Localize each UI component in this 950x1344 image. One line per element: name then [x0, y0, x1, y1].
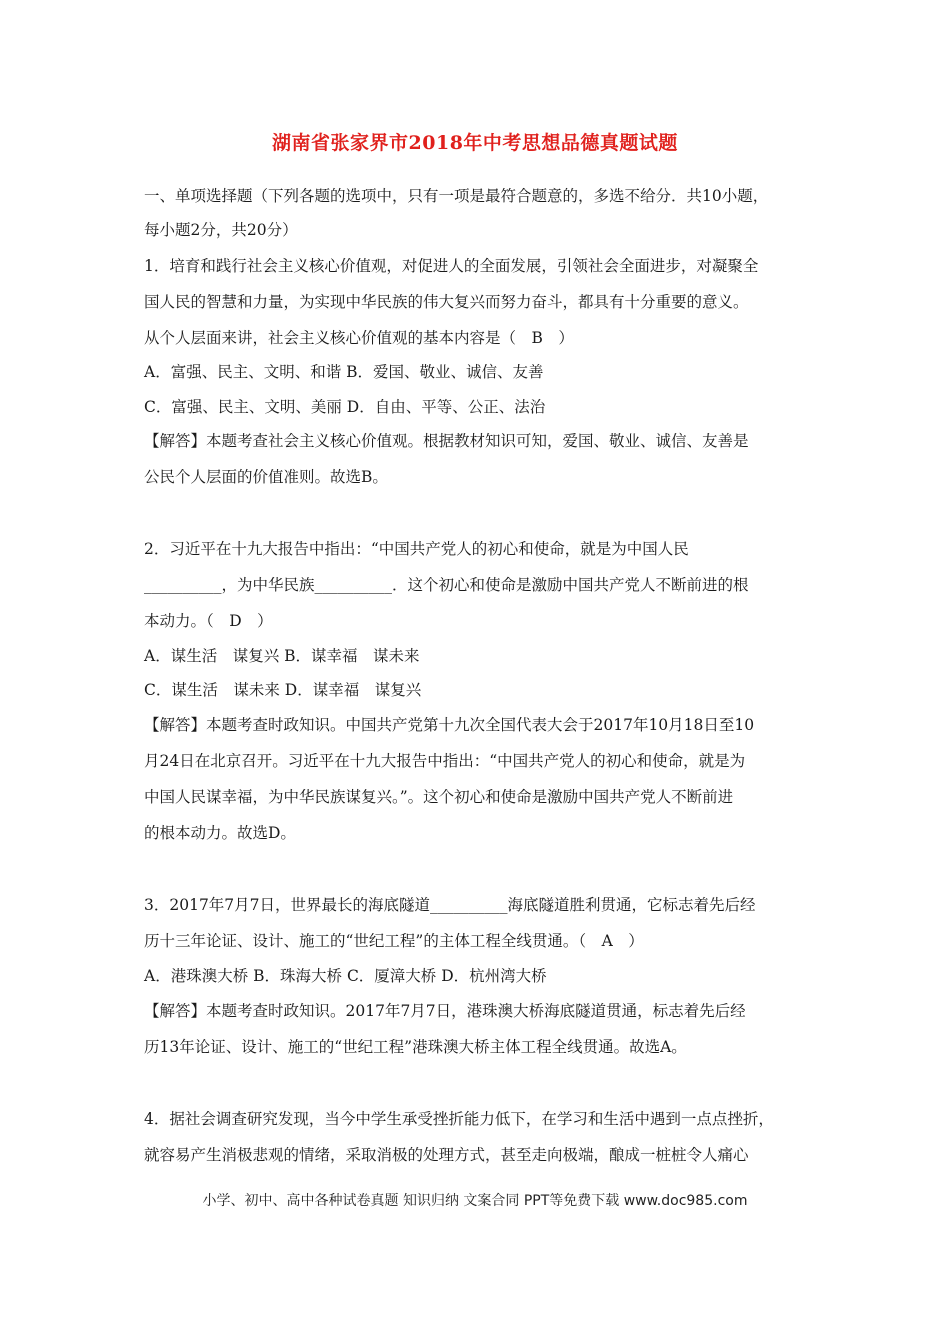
page-footer: 小学、初中、高中各种试卷真题 知识归纳 文案合同 PPT等免费下载 www.doc985.com: [202, 1193, 748, 1209]
question-2-line-2: __________，为中华民族__________．这个初心和使命是激励中国共产党人不断前进的根: [144, 576, 749, 594]
question-3-line-1: 3．2017年7月7日，世界最长的海底隧道__________海底隧道胜利贯通，它标志着先后经: [144, 896, 756, 914]
question-1-answer-line-2: 公民个人层面的价值准则。故选B。: [144, 468, 388, 486]
question-4-line-1: 4．据社会调查研究发现，当今中学生承受挫折能力低下，在学习和生活中遇到一点点挫折，: [144, 1110, 774, 1128]
question-2-options-ab: A．谋生活 谋复兴 B．谋幸福 谋未来: [144, 647, 420, 665]
question-1-line-2: 国人民的智慧和力量，为实现中华民族的伟大复兴而努力奋斗，都具有十分重要的意义。: [144, 293, 749, 311]
question-2-answer-line-1: 【解答】本题考查时政知识。中国共产党第十九次全国代表大会于2017年10月18日至10: [144, 716, 755, 734]
question-1-answer-line-1: 【解答】本题考查社会主义核心价值观。根据教材知识可知，爱国、敬业、诚信、友善是: [144, 432, 749, 450]
question-2-answer-line-3: 中国人民谋幸福，为中华民族谋复兴。”。这个初心和使命是激励中国共产党人不断前进: [144, 788, 734, 806]
question-1-line-1: 1．培育和践行社会主义核心价值观，对促进人的全面发展，引领社会全面进步，对凝聚全: [144, 257, 759, 275]
section-heading-line-2: 每小题2分，共20分）: [144, 221, 298, 239]
question-1-line-3: 从个人层面来讲，社会主义核心价值观的基本内容是（ B ）: [144, 329, 574, 347]
question-3-answer-line-2: 历13年论证、设计、施工的“世纪工程”港珠澳大桥主体工程全线贯通。故选A。: [144, 1038, 687, 1056]
question-2-answer-line-4: 的根本动力。故选D。: [144, 824, 296, 842]
question-2-answer-line-2: 月24日在北京召开。习近平在十九大报告中指出：“中国共产党人的初心和使命，就是为: [144, 752, 746, 770]
question-2-options-cd: C．谋生活 谋未来 D．谋幸福 谋复兴: [144, 681, 422, 699]
question-2-line-3: 本动力。（ D ）: [144, 612, 273, 630]
question-2-line-1: 2．习近平在十九大报告中指出：“中国共产党人的初心和使命，就是为中国人民: [144, 540, 689, 558]
document-title: 湖南省张家界市2018年中考思想品德真题试题: [272, 132, 678, 154]
question-3-answer-line-1: 【解答】本题考查时政知识。2017年7月7日，港珠澳大桥海底隧道贯通，标志着先后经: [144, 1002, 746, 1020]
question-3-options: A．港珠澳大桥 B．珠海大桥 C．厦漳大桥 D．杭州湾大桥: [144, 967, 547, 985]
question-1-options-cd: C．富强、民主、文明、美丽 D．自由、平等、公正、法治: [144, 398, 546, 416]
question-1-options-ab: A．富强、民主、文明、和谐 B．爱国、敬业、诚信、友善: [144, 363, 544, 381]
section-heading-line-1: 一、单项选择题（下列各题的选项中，只有一项是最符合题意的，多选不给分．共10小题，: [144, 187, 769, 205]
question-3-line-2: 历十三年论证、设计、施工的“世纪工程”的主体工程全线贯通。（ A ）: [144, 932, 644, 950]
question-4-line-2: 就容易产生消极悲观的情绪，采取消极的处理方式，甚至走向极端，酿成一桩桩令人痛心: [144, 1146, 749, 1164]
